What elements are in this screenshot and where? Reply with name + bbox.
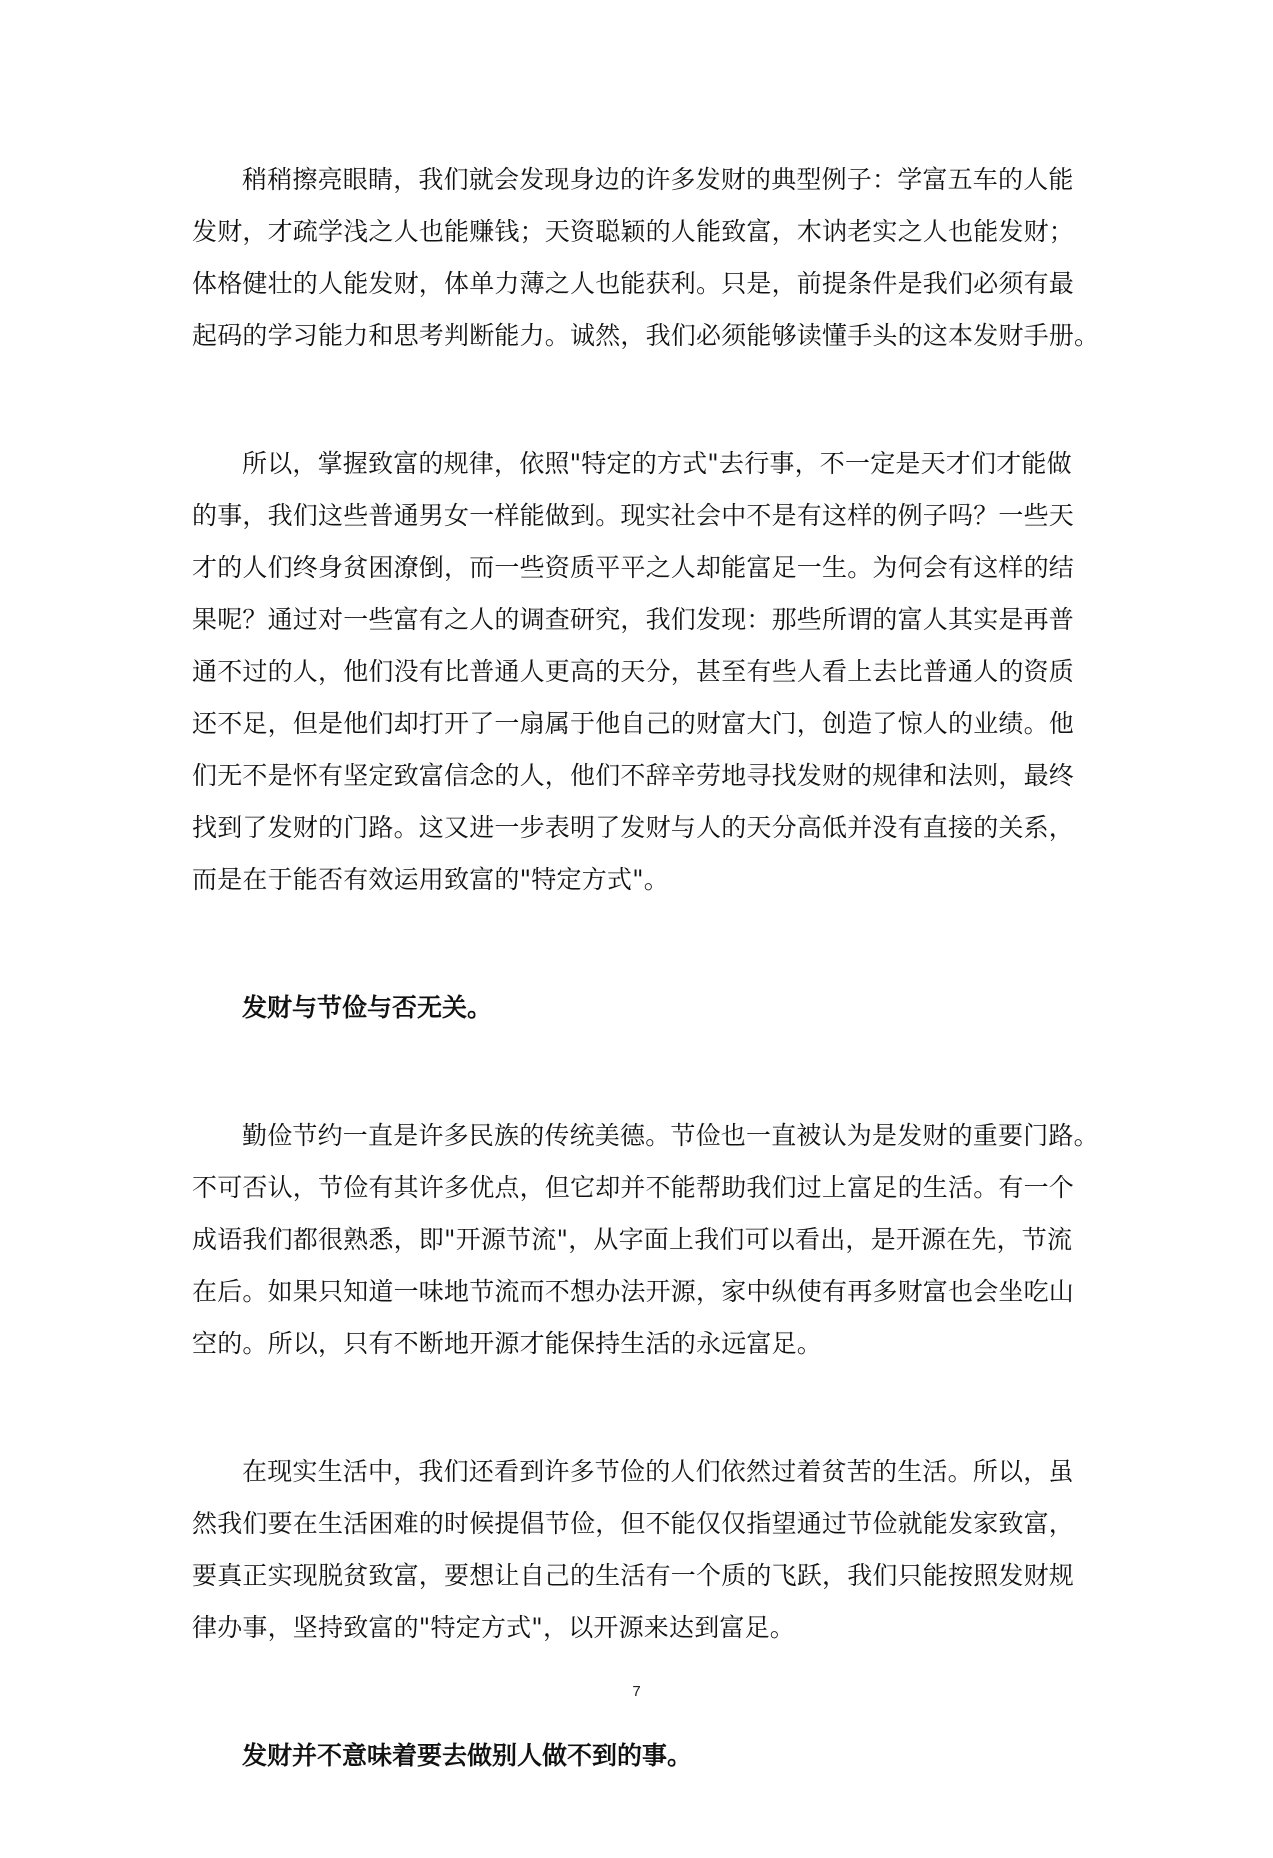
text-line: 而是在于能否有效运用致富的"特定方式"。 [192, 865, 669, 894]
text-line: 在现实生活中，我们还看到许多节俭的人们依然过着贫苦的生活。所以，虽 [242, 1457, 1074, 1486]
text-line: 的事，我们这些普通男女一样能做到。现实社会中不是有这样的例子吗？一些天 [192, 501, 1075, 530]
text-line: 们无不是怀有坚定致富信念的人，他们不辞辛劳地寻找发财的规律和法则，最终 [192, 761, 1075, 790]
paragraph-special-way [192, 438, 1078, 906]
page-number: 7 [632, 1683, 641, 1700]
section-heading-thrift: 发财与节俭与否无关。 [242, 993, 493, 1022]
text-line: 勤俭节约一直是许多民族的传统美德。节俭也一直被认为是发财的重要门路。 [242, 1121, 1099, 1150]
paragraph-real-life [192, 1446, 1078, 1654]
text-line: 还不足，但是他们却打开了一扇属于他自己的财富大门，创造了惊人的业绩。他 [192, 709, 1075, 738]
paragraph-thrift [192, 1110, 1099, 1370]
text-line: 起码的学习能力和思考判断能力。诚然，我们必须能够读懂手头的这本发财手册。 [192, 321, 1100, 350]
text-line: 空的。所以，只有不断地开源才能保持生活的永远富足。 [192, 1329, 823, 1358]
section-heading-not-impossible: 发财并不意味着要去做别人做不到的事。 [242, 1741, 693, 1770]
text-line: 所以，掌握致富的规律，依照"特定的方式"去行事，不一定是天才们才能做 [242, 449, 1072, 478]
text-line: 然我们要在生活困难的时候提倡节俭，但不能仅仅指望通过节俭就能发家致富， [192, 1509, 1075, 1538]
text-line: 成语我们都很熟悉，即"开源节流"，从字面上我们可以看出，是开源在先，节流 [192, 1225, 1073, 1254]
document-body [192, 154, 1100, 1858]
text-line: 找到了发财的门路。这又进一步表明了发财与人的天分高低并没有直接的关系， [192, 813, 1075, 842]
text-line: 要真正实现脱贫致富，要想让自己的生活有一个质的飞跃，我们只能按照发财规 [192, 1561, 1075, 1590]
text-line: 律办事，坚持致富的"特定方式"，以开源来达到富足。 [192, 1613, 796, 1642]
text-line: 在后。如果只知道一味地节流而不想办法开源，家中纵使有再多财富也会坐吃山 [192, 1277, 1075, 1306]
text-line: 通不过的人，他们没有比普通人更高的天分，甚至有些人看上去比普通人的资质 [192, 657, 1075, 686]
text-line: 体格健壮的人能发财，体单力薄之人也能获利。只是，前提条件是我们必须有最 [192, 269, 1075, 298]
text-line: 果呢？通过对一些富有之人的调查研究，我们发现：那些所谓的富人其实是再普 [192, 605, 1075, 634]
text-line: 不可否认，节俭有其许多优点，但它却并不能帮助我们过上富足的生活。有一个 [192, 1173, 1075, 1202]
paragraph-examples [192, 154, 1100, 362]
text-line: 稍稍擦亮眼睛，我们就会发现身边的许多发财的典型例子：学富五车的人能 [242, 165, 1074, 194]
text-line: 才的人们终身贫困潦倒，而一些资质平平之人却能富足一生。为何会有这样的结 [192, 553, 1075, 582]
text-line: 发财，才疏学浅之人也能赚钱；天资聪颖的人能致富，木讷老实之人也能发财； [192, 217, 1075, 246]
